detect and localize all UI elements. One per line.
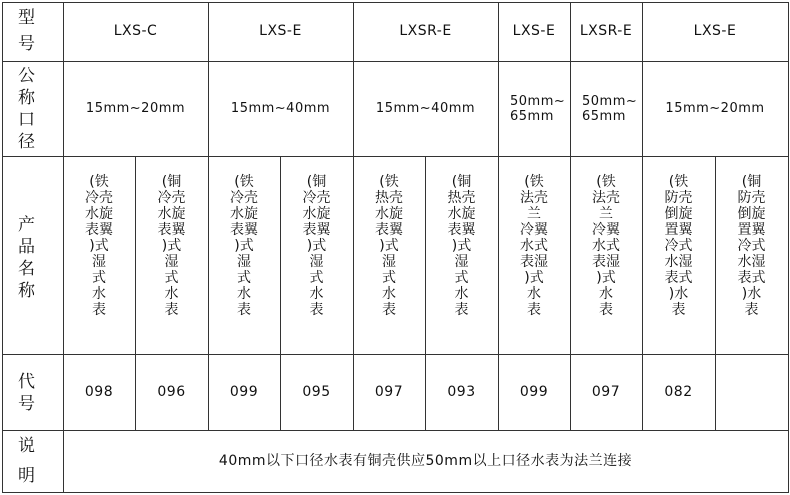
product-name-line: 表 [527,302,541,318]
product-name-line: 水 [527,286,541,302]
product-name-line: 冷翼 [520,222,548,238]
product-name-line: 冷翼 [592,222,620,238]
product-name-line: 表 [92,302,106,318]
product-name-line: 表 [309,302,324,318]
product-name-line: )水 [741,286,762,302]
product-name-line: 水式 [592,238,620,254]
code-cell: 093 [447,383,476,400]
table-border-bottom [2,492,789,493]
model-cell: LXS-E [259,23,302,39]
product-name-line: 表 [744,302,759,318]
product-name-line: 表翼 [375,222,403,238]
product-name-line: 水旋 [157,206,186,222]
product-name-line: )式 [234,238,254,254]
product-name-line: 冷壳 [85,190,113,206]
code-cell: 097 [374,383,404,400]
product-name-line: 表湿 [520,254,548,270]
product-name-line: 防壳 [664,190,693,206]
product-name-line: 表翼 [157,222,186,238]
row-label-note: 说 明 [18,436,35,486]
product-name-line: 水式 [520,238,548,254]
product-name-line: 冷式 [664,238,693,254]
product-name-line: 水湿 [664,254,693,270]
code-cell: 097 [591,383,621,400]
product-name-line: 表式 [664,270,693,286]
product-name-line: 倒旋 [737,206,766,222]
row-label-product: 产 品 名 称 [18,215,35,301]
product-name-line: )式 [524,270,544,286]
row-label-code: 代 号 [18,372,35,414]
product-name-line: 水 [237,286,251,302]
product-name-line: )式 [306,238,327,254]
product-name-line: 冷壳 [230,190,258,206]
product-name-line: 水 [164,286,179,302]
table-border-left [2,2,3,492]
product-name-line: )式 [89,238,109,254]
product-name-line: )水 [668,286,689,302]
product-name-line: 水 [454,286,469,302]
product-name-line: 置翼 [737,222,766,238]
product-name-line: 水 [599,286,613,302]
product-name-line: (铜 [161,174,182,190]
product-name-line: 湿 [309,254,324,270]
product-cell [715,156,788,354]
diameter-cell: 50mm~ 65mm [582,93,638,124]
product-name-line: 水旋 [85,206,113,222]
product-name-line: )式 [596,270,616,286]
product-name-line: 式 [454,270,469,286]
product-name-line: 表 [164,302,179,318]
code-cell: 099 [519,383,549,400]
code-cell: 099 [229,383,259,400]
product-name-line: 水湿 [737,254,766,270]
product-name-line: 水旋 [230,206,258,222]
product-name-line: 表 [454,302,469,318]
product-name-line: 表翼 [230,222,258,238]
product-name-line: 表式 [737,270,766,286]
product-name-line: 湿 [92,254,106,270]
model-cell: LXS-E [693,23,737,39]
product-name-line: 防壳 [737,190,766,206]
product-name-line: (铁 [668,174,689,190]
table-border-right [788,2,789,492]
diameter-cell: 15mm~20mm [85,101,186,116]
product-name-line: 表 [237,302,251,318]
row-label-diameter: 公 称 口 径 [18,66,35,152]
product-name-line: 兰 [599,206,613,222]
product-name-line: )式 [379,238,399,254]
product-name-line: )式 [451,238,472,254]
code-cell: 096 [157,383,186,400]
product-name-line: 倒旋 [664,206,693,222]
product-name-line: 湿 [454,254,469,270]
product-name-line: 表 [599,302,613,318]
product-name-line: (铜 [451,174,472,190]
product-cell [570,156,642,354]
product-name-line: 式 [382,270,396,286]
product-name-line: 湿 [164,254,179,270]
product-name-line: 式 [92,270,106,286]
product-name-line: 热壳 [447,190,476,206]
product-name-line: 法壳 [520,190,548,206]
product-cell [642,156,715,354]
product-cell [353,156,425,354]
code-cell [715,354,788,430]
product-name-line: 表翼 [447,222,476,238]
product-name-line: (铜 [306,174,327,190]
product-name-line: 冷壳 [302,190,331,206]
product-name-line: (铁 [89,174,109,190]
product-name-line: 水旋 [375,206,403,222]
product-name-line: 冷式 [737,238,766,254]
product-name-line: 水 [309,286,324,302]
row-label-model: 型 号 [18,8,35,54]
product-name-line: (铁 [379,174,399,190]
product-name-line: 水旋 [447,206,476,222]
product-name-line: 表湿 [592,254,620,270]
product-name-line: (铁 [234,174,254,190]
model-cell: LXSR-E [579,23,633,39]
product-name-line: 湿 [382,254,396,270]
product-name-line: 水旋 [302,206,331,222]
code-cell: 095 [302,383,331,400]
product-name-line: 法壳 [592,190,620,206]
product-cell [280,156,353,354]
product-cell [425,156,498,354]
product-name-line: )式 [161,238,182,254]
product-cell [208,156,280,354]
product-name-line: (铜 [741,174,762,190]
product-cell [498,156,570,354]
product-name-line: 冷壳 [157,190,186,206]
code-cell: 098 [84,383,114,400]
product-name-line: 湿 [237,254,251,270]
model-cell: LXS-E [512,23,556,39]
product-name-line: (铁 [596,174,616,190]
product-name-line: 水 [92,286,106,302]
product-cell [135,156,208,354]
product-name-line: 表翼 [85,222,113,238]
product-name-line: 式 [237,270,251,286]
product-cell [63,156,135,354]
product-name-line: 式 [164,270,179,286]
code-cell: 082 [664,383,693,400]
product-name-line: 式 [309,270,324,286]
note-text: 40mm以下口径水表有铜壳供应50mm以上口径水表为法兰连接 [218,452,633,469]
diameter-cell: 15mm~20mm [665,101,765,116]
product-name-line: (铁 [524,174,544,190]
product-name-line: 表翼 [302,222,331,238]
product-name-line: 热壳 [375,190,403,206]
model-cell: LXS-C [113,23,158,39]
diameter-cell: 15mm~40mm [375,101,476,116]
product-name-line: 表 [382,302,396,318]
diameter-cell: 50mm~ 65mm [510,93,566,124]
product-name-line: 置翼 [664,222,693,238]
product-name-line: 水 [382,286,396,302]
model-cell: LXSR-E [399,23,452,39]
diameter-cell: 15mm~40mm [230,101,331,116]
product-name-line: 表 [671,302,686,318]
product-name-line: 兰 [527,206,541,222]
